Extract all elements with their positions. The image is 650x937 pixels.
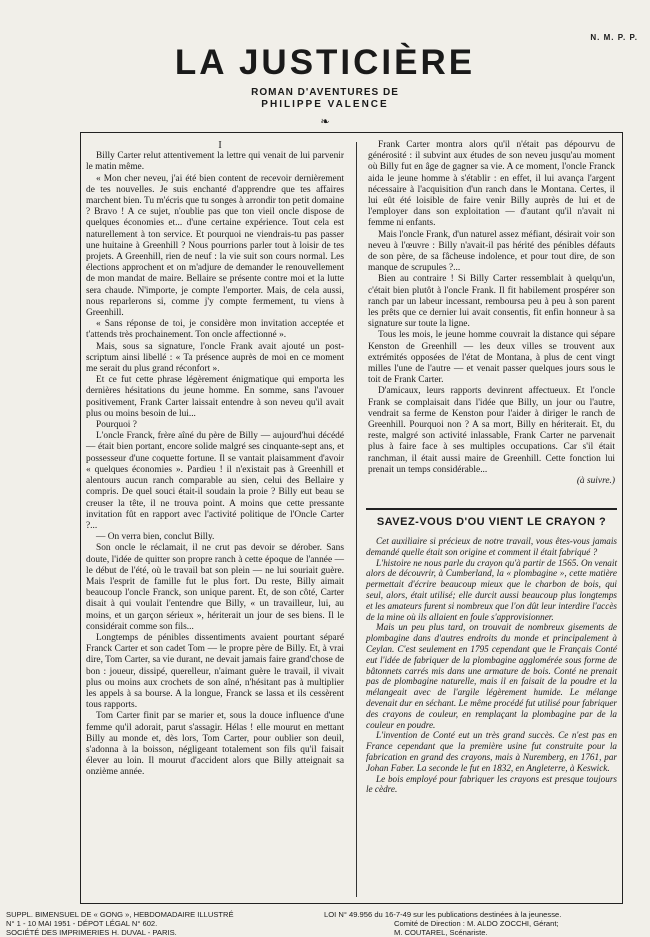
paragraph: Tom Carter finit par se marier et, sous la douce influence d'une femme qu'il adorait, parut s'assagir. Hélas ! elle mourut en mettant Billy au monde et, dès lors, Tom Carter, pour oublier son deuil, s'adonna à la boisson, négligeant totalement son fils qu'il faisait élever au loin. Il mourut d'accident alors que Billy atteignait sa onzième année. (86, 711, 344, 778)
story-author: PHILIPPE VALENCE (261, 99, 389, 110)
article-paragraph: Le bois employé pour fabriquer les crayons est presque toujours le cèdre. (366, 773, 617, 795)
story-header (0, 44, 650, 128)
footer-left (6, 910, 326, 937)
paragraph: Longtemps de pénibles dissentiments avaient pourtant séparé Franck Carter et son cadet Tom — le propre père de Billy. Et, à vrai dire, Tom Carter, sa vie durant, ne devait jamais faire grand'chose de bon : joueur, dissipé, querelleur, n'aimant guère le travail, il vivait plus ou moins aux crochets de son aîné, n'hésitant pas à multiplier les appels à sa bourse. A la longue, Franck se lassa et ils cessèrent tous rapports. (86, 632, 344, 711)
footer-line: Comité de Direction : M. ALDO ZOCCHI, Gérant; (394, 919, 559, 928)
paragraph: D'amicaux, leurs rapports devinrent affectueux. Et l'oncle Frank se complaisait dans l'idée que Billy, un jour ou l'autre, vendrait sa ferme de Kenston pour l'aider à diriger le ranch de Greenhill. Pourquoi non ? A sa mort, Billy en hériterait. Et, du reste, malgré son activité inlassable, Frank Carter ne parvenait plus à faire face à ses multiples occupations. Car s'il était ranchman, il était aussi maire de Greenhill. Cette fonction lui prenait un temps considérable... (368, 386, 615, 475)
chapter-number: I (218, 140, 222, 151)
article-paragraph: L'invention de Conté eut un très grand succès. Ce n'est pas en France cependant que la première usine fut construite pour la fabrication en grand des crayons, mais à Nuremberg, en 1761, par Johan Faber. La seconde le fut en 1832, en Angleterre, à Keswick. (366, 730, 617, 773)
paragraph: L'oncle Franck, frère aîné du père de Billy — aujourd'hui décédé — était bien portant, encore solide malgré ses cinquante-sept ans, et possesseur d'une coquette fortune. Il se vantait plaisamment d'avoir « quelques économies ». Pardieu ! il n'existait pas à Greenhill et alentours aucun ranch comparable au sien, celui des Bellaire y compris. De quel souci était-il soudain la proie ? Billy eut beau se creuser la tête, il ne trouva point. A moins que cette pressante invitation fût en rapport avec l'activité politique de l'Oncle Carter ?... (86, 431, 344, 531)
paragraph: Billy Carter relut attentivement la lettre qui venait de lui parvenir le matin même. (86, 151, 344, 173)
story-column-left (86, 140, 344, 779)
paragraph: Mais l'oncle Frank, d'un naturel assez méfiant, désirait voir son neveu à l'œuvre : Billy n'avait-il pas hérité des pénibles défauts de son père, de sa fâcheuse indolence, et pour tout dire, de son manque de scrupules ?... (368, 229, 615, 274)
paragraph: Tous les mois, le jeune homme couvrait la distance qui sépare Kenston de Greenhill — les deux villes se trouvent aux extrémités opposées de l'état de Montana, à plus de cent vingt milles l'une de l'autre — et venait passer quelques jours sous le toit de Frank Carter. (368, 330, 615, 386)
ornament-icon: ❧ (320, 116, 330, 128)
footer-line: N° 1 - 10 MAI 1951 - DÉPOT LÉGAL N° 602. (6, 919, 158, 928)
article-paragraph: Mais un peu plus tard, on trouvait de nombreux gisements de plombagine dans d'autres endroits du monde et principalement à Ceylan. C'est seulement en 1795 cependant que le Français Conté eut l'idée de fabriquer de la plombagine agglomérée sous forme de bâtonnets carrés mis dans une armature de bois. Conté ne prenait pas de plombagine naturelle, mais il en faisait de la poudre et la mélangeait avec de l'argile légèrement humide. Le mélange devenait dur en séchant. Le même procédé fut utilisé pour fabriquer des crayons de couleur, en remplaçant la plombagine par de la couleur en poudre. (366, 622, 617, 730)
paragraph: « Sans réponse de toi, je considère mon invitation acceptée et t'attends très prochainement. Ton oncle affectionné ». (86, 319, 344, 341)
distributor-mark: N. M. P. P. (590, 33, 638, 42)
paragraph: Bien au contraire ! Si Billy Carter ressemblait à quelqu'un, c'était bien plutôt à l'oncle Frank. Il fit habilement prospérer son ranch par un labeur incessant, remboursa peu à peu à son parent les prêts que ce dernier lui avait consentis, fit enfin honneur à sa signature sur toute la ligne. (368, 274, 615, 330)
article-paragraph: L'histoire ne nous parle du crayon qu'à partir de 1565. On venait alors de découvrir, à Cumberland, la « plombagine », cette matière permettait d'écrire beaucoup mieux que le charbon de bois, qui seul, alors, était utilisé; elle durcit aussi beaucoup plus longtemps et les amateurs furent si nombreux que l'on dût leur interdire l'accès de la mine où ils allaient en foule s'approvisionner. (366, 557, 617, 622)
paragraph: — On verra bien, conclut Billy. (96, 532, 215, 543)
pencil-article (366, 508, 617, 904)
footer-line: M. COUTAREL, Scénariste. (394, 928, 488, 937)
article-paragraph: Cet auxiliaire si précieux de notre travail, vous êtes-vous jamais demandé quelle était son origine et comment il était fabriqué ? (366, 536, 617, 557)
article-title: SAVEZ-VOUS D'OU VIENT LE CRAYON ? (376, 516, 607, 528)
paragraph: Frank Carter montra alors qu'il n'était pas dépourvu de générosité : il subvint aux études de son neveu jusqu'au moment où Billy fut en âge de gagner sa vie. A ce moment, l'oncle Franck aida le jeune homme à s'établir : en effet, il lui avança l'argent nécessaire à l'acquisition d'un ranch dans le Montana. Certes, il lui eût été loisible de faire venir Billy auprès de lui et de l'employer dans son exploitation — d'autant qu'il n'avait ni femme ni enfants. (368, 140, 615, 229)
to-be-continued: (à suivre.) (576, 476, 615, 487)
footer-line: SUPPL. BIMENSUEL DE « GONG », HEBDOMADAIRE ILLUSTRÉ (6, 910, 234, 919)
footer-right (324, 910, 644, 937)
footer-line: SOCIÉTÉ DES IMPRIMERIES H. DUVAL - PARIS. (6, 928, 177, 937)
story-column-right (368, 140, 615, 487)
paragraph: Et ce fut cette phrase légèrement énigmatique qui emporta les dernières hésitations du jeune homme. En somme, sans l'avouer positivement, Frank Carter laissait entendre à son neveu qu'il avait plus ou moins besoin de lui... (86, 375, 344, 419)
paragraph: « Mon cher neveu, j'ai été bien content de recevoir dernièrement de tes nouvelles. Je suis enchanté d'apprendre que tes affaires marchent bien. Tu m'écris que tu songes à arrondir ton petit domaine ? Bravo ! A ce sujet, n'oublie pas que ton vieil oncle dispose de quelques économies et... d'une certaine expérience. Tout cela est naturellement à ton service. Et pourquoi ne viendrais-tu pas passer une huitaine à Greenhill ? Nous pourrions parler tout à loisir de tes projets. A Greenhill, rien de neuf : la vie suit son cours normal. Les élections approchent et on m'adjure de demander le renouvellement de mon mandat de maire. Bellaire se présente contre moi et la lutte sera chaude. N'importe, je compte l'emporter. Mais, de cela aussi, nous reparlerons si, comme j'y compte fermement, tu viens à Greenhill. (86, 173, 344, 319)
column-divider (356, 142, 357, 897)
story-title: LA JUSTICIÈRE (174, 43, 476, 82)
story-subtitle: ROMAN D'AVENTURES DE (251, 87, 399, 98)
paragraph: Mais, sous sa signature, l'oncle Frank avait ajouté un post-scriptum ainsi libellé : « Ta présence auprès de moi en ce moment me serait du plus grand réconfort ». (86, 341, 344, 375)
paragraph: Pourquoi ? (96, 420, 137, 431)
footer-line: LOI N° 49.956 du 16-7-49 sur les publications destinées à la jeunesse. (324, 910, 562, 919)
paragraph: Son oncle le réclamait, il ne crut pas devoir se dérober. Sans doute, l'idée de quitter son propre ranch à cette époque de l'année — le début de l'été, où le travail bat son plein — ne lui souriait guère. Mais l'esprit de famille fut le plus fort. Du reste, Billy aimait beaucoup l'oncle Franck, son unique parent. Et, de son côté, Carter disait à qui voulait l'entendre que Billy, « un travailleur, lui, au moins, et un garçon sérieux », hériterait un jour de ses biens. Il le considérait comme son fils... (86, 543, 344, 632)
